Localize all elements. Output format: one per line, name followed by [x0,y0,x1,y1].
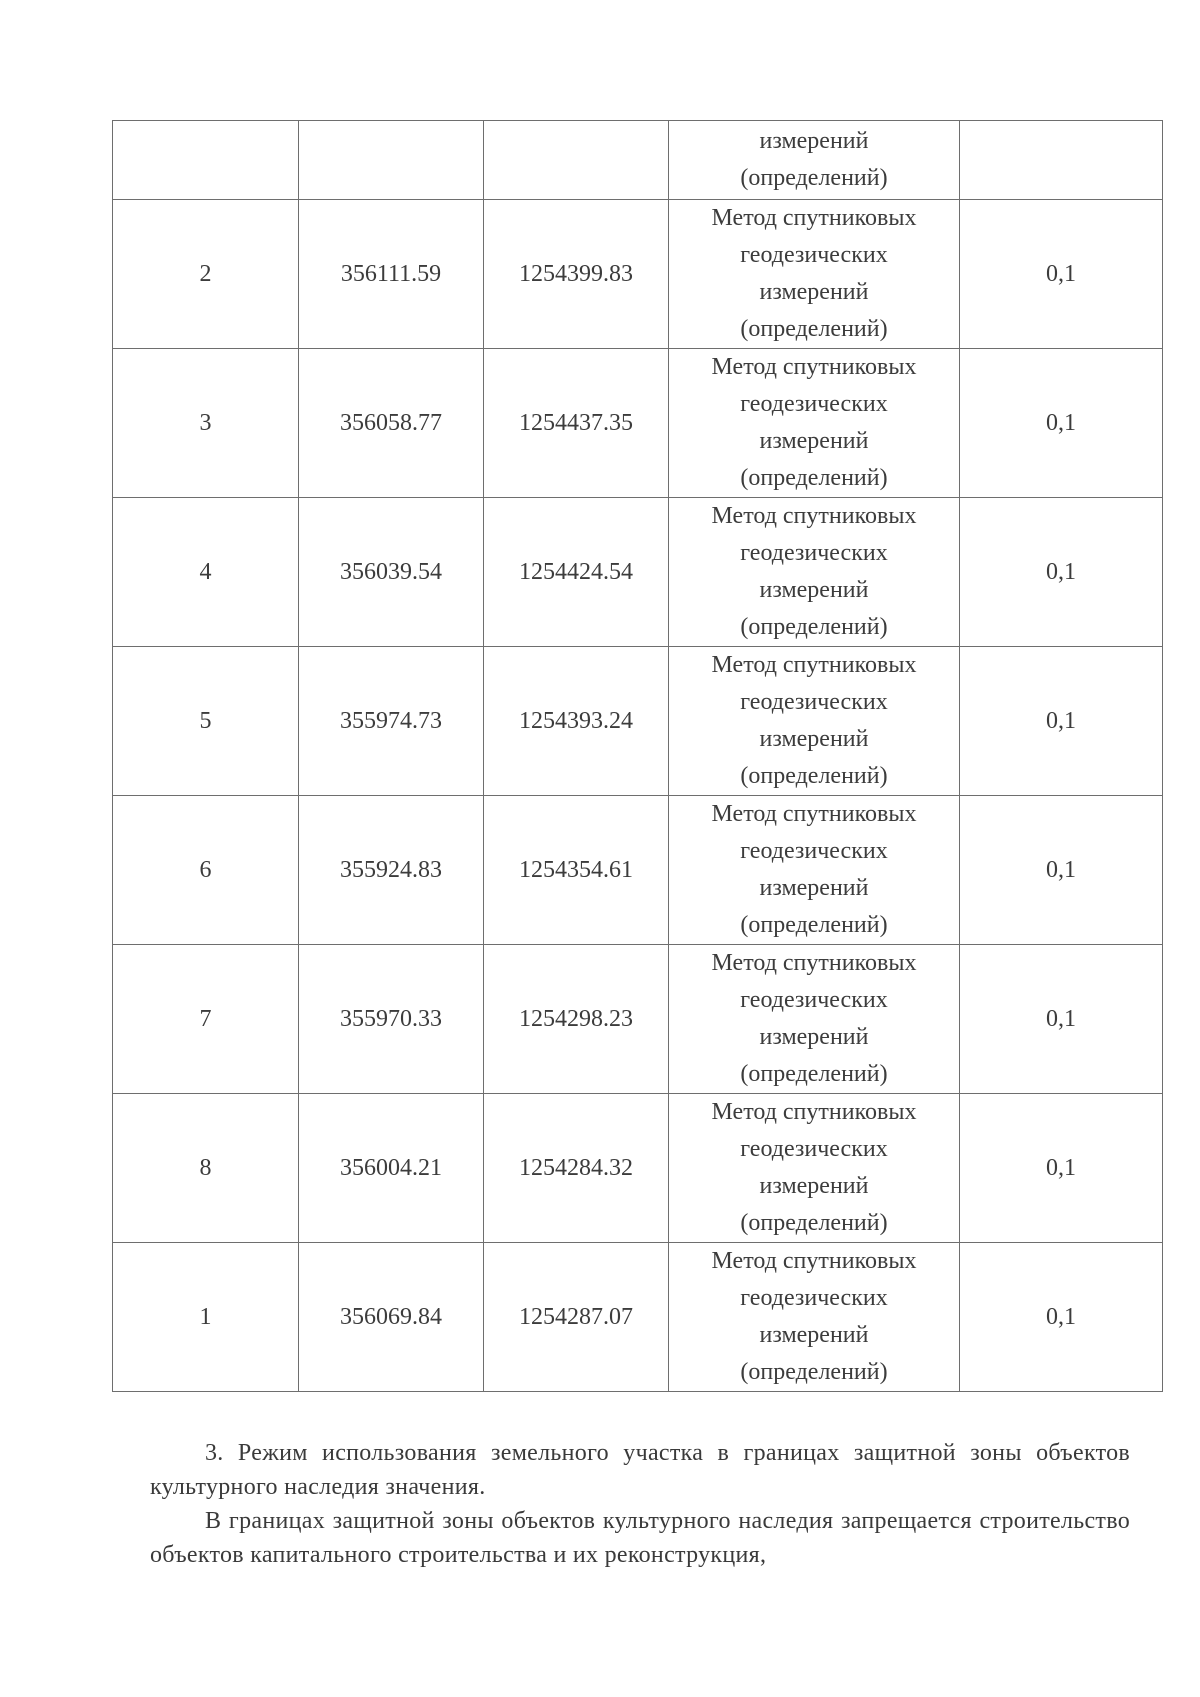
cell-method [669,1243,960,1392]
cell-accuracy: 0,1 [960,1094,1163,1243]
table-row [113,796,1163,945]
method-line: Метод спутниковых [711,354,917,380]
cell-point-number: 6 [113,796,299,945]
cell-point-number: 7 [113,945,299,1094]
method-line: геодезических [740,838,888,864]
method-line: измерений [759,1024,869,1050]
method-line: (определений) [740,1061,888,1087]
cell-x-coordinate [299,121,484,200]
cell-accuracy: 0,1 [960,945,1163,1094]
cell-method [669,498,960,647]
cell-accuracy: 0,1 [960,200,1163,349]
method-line: измерений [759,428,869,454]
method-line: Метод спутниковых [711,652,917,678]
method-line: геодезических [740,242,888,268]
table-row [113,647,1163,796]
method-line: (определений) [740,316,888,342]
cell-y-coordinate: 1254287.07 [484,1243,669,1392]
cell-accuracy: 0,1 [960,647,1163,796]
method-line: геодезических [740,391,888,417]
cell-point-number: 4 [113,498,299,647]
cell-point-number: 8 [113,1094,299,1243]
cell-point-number: 1 [113,1243,299,1392]
cell-x-coordinate: 355970.33 [299,945,484,1094]
coordinates-table [112,120,1163,1392]
method-line: геодезических [740,987,888,1013]
method-line: Метод спутниковых [711,503,917,529]
table-row-continuation [113,121,1163,200]
method-line: Метод спутниковых [711,1099,917,1125]
cell-method [669,349,960,498]
method-line: (определений) [740,1210,888,1236]
cell-method [669,647,960,796]
cell-y-coordinate: 1254437.35 [484,349,669,498]
table-row [113,945,1163,1094]
cell-accuracy: 0,1 [960,796,1163,945]
method-line: измерений [759,128,869,154]
cell-y-coordinate: 1254284.32 [484,1094,669,1243]
coordinates-table-body [113,121,1163,1392]
cell-y-coordinate: 1254354.61 [484,796,669,945]
table-row [113,200,1163,349]
cell-point-number [113,121,299,200]
method-line: (определений) [740,1359,888,1385]
cell-y-coordinate: 1254424.54 [484,498,669,647]
cell-x-coordinate: 356039.54 [299,498,484,647]
method-line: Метод спутниковых [711,950,917,976]
cell-method [669,796,960,945]
method-line: (определений) [740,912,888,938]
cell-x-coordinate: 356111.59 [299,200,484,349]
method-line: геодезических [740,540,888,566]
cell-accuracy: 0,1 [960,498,1163,647]
cell-accuracy: 0,1 [960,1243,1163,1392]
method-line: Метод спутниковых [711,205,917,231]
cell-accuracy: 0,1 [960,349,1163,498]
cell-y-coordinate [484,121,669,200]
method-line: измерений [759,577,869,603]
method-line: геодезических [740,1285,888,1311]
cell-method [669,121,960,200]
method-line: (определений) [740,763,888,789]
method-line: измерений [759,279,869,305]
method-line: измерений [759,1322,869,1348]
method-line: (определений) [740,465,888,491]
method-line: измерений [759,1173,869,1199]
cell-y-coordinate: 1254399.83 [484,200,669,349]
method-line: (определений) [740,614,888,640]
cell-point-number: 2 [113,200,299,349]
cell-method [669,1094,960,1243]
cell-x-coordinate: 355924.83 [299,796,484,945]
table-row [113,1243,1163,1392]
method-line: измерений [759,726,869,752]
body-text [150,1436,1130,1572]
cell-method [669,200,960,349]
cell-accuracy [960,121,1163,200]
table-row [113,1094,1163,1243]
method-line: измерений [759,875,869,901]
cell-point-number: 3 [113,349,299,498]
method-line: (определений) [740,165,888,191]
table-row [113,349,1163,498]
method-line: Метод спутниковых [711,1248,917,1274]
method-line: геодезических [740,689,888,715]
method-line: Метод спутниковых [711,801,917,827]
cell-method [669,945,960,1094]
cell-y-coordinate: 1254393.24 [484,647,669,796]
restriction-paragraph: В границах защитной зоны объектов культурного наследия запрещается строительство объектов капитального строительства и их реконструкция, [150,1508,1130,1568]
table-row [113,498,1163,647]
cell-point-number: 5 [113,647,299,796]
cell-y-coordinate: 1254298.23 [484,945,669,1094]
method-line: геодезических [740,1136,888,1162]
cell-x-coordinate: 355974.73 [299,647,484,796]
cell-x-coordinate: 356069.84 [299,1243,484,1392]
clause-3-paragraph: 3. Режим использования земельного участка в границах защитной зоны объектов культурного наследия значения. [150,1440,1130,1500]
cell-x-coordinate: 356004.21 [299,1094,484,1243]
cell-x-coordinate: 356058.77 [299,349,484,498]
